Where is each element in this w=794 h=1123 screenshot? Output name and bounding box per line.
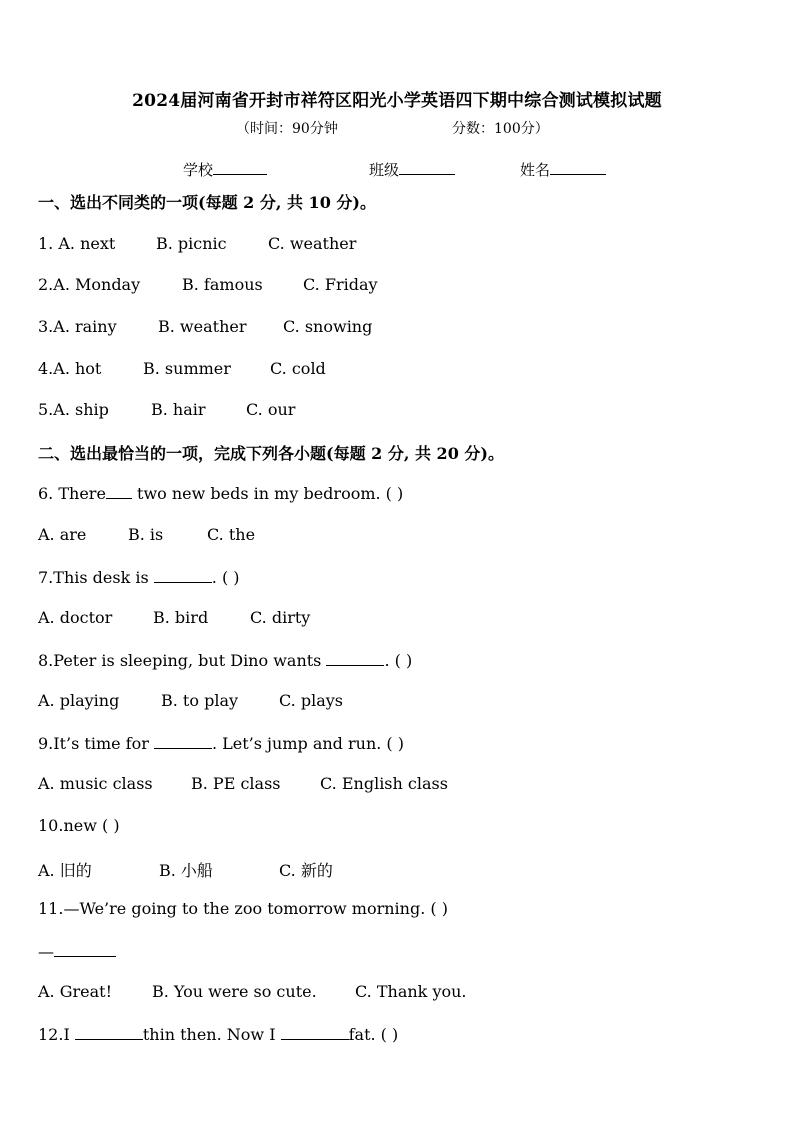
- question-12-blank-2[interactable]: [281, 1024, 349, 1040]
- question-2-option-a: 2.A. Monday: [38, 275, 141, 294]
- question-6-post: two new beds in my bedroom. ( ): [131, 484, 404, 503]
- question-12-blank-1[interactable]: [75, 1024, 143, 1040]
- question-7-option-a: A. doctor: [38, 608, 113, 627]
- school-field: [183, 159, 267, 180]
- question-3-option-c: C. snowing: [283, 317, 373, 336]
- question-11-option-c: C. Thank you.: [355, 982, 467, 1001]
- question-7-option-c: C. dirty: [250, 608, 311, 627]
- question-4-option-c: C. cold: [270, 359, 326, 378]
- question-7-stem: [38, 567, 240, 587]
- question-5-option-b: B. hair: [151, 400, 206, 419]
- question-4-option-a: 4.A. hot: [38, 359, 102, 378]
- question-6-stem: [38, 483, 403, 503]
- section1-heading: 一、选出不同类的一项(每题 2 分, 共 10 分)。: [38, 193, 376, 212]
- question-3-option-a: 3.A. rainy: [38, 317, 117, 336]
- school-label: 学校: [183, 161, 214, 179]
- question-6-option-c: C. the: [207, 525, 256, 544]
- name-blank[interactable]: [550, 159, 606, 175]
- question-9-post: . Let’s jump and run. ( ): [211, 734, 404, 753]
- question-11-stem: 11.—We’re going to the zoo tomorrow morning. ( ): [38, 899, 448, 918]
- question-8-stem: [38, 650, 412, 670]
- question-5-option-c: C. our: [246, 400, 296, 419]
- question-9-option-c: C. English class: [320, 774, 448, 793]
- question-8-post: . ( ): [384, 651, 413, 670]
- question-12-pre: 12.I: [38, 1025, 75, 1044]
- question-7-pre: 7.This desk is: [38, 568, 154, 587]
- question-12-mid: thin then. Now I: [142, 1025, 281, 1044]
- question-8-option-c: C. plays: [279, 691, 343, 710]
- question-9-option-b: B. PE class: [191, 774, 281, 793]
- question-9-stem: [38, 733, 404, 753]
- question-8-blank[interactable]: [326, 650, 384, 666]
- question-7-blank[interactable]: [154, 567, 212, 583]
- class-blank[interactable]: [399, 159, 455, 175]
- question-1-option-a: 1. A. next: [38, 234, 116, 253]
- question-10-option-b: B. 小船: [159, 861, 213, 880]
- exam-score: 分数：100分）: [452, 121, 549, 137]
- question-6-pre: 6. There: [38, 484, 106, 503]
- question-12-stem: [38, 1024, 398, 1044]
- question-11-blank[interactable]: [54, 941, 116, 957]
- question-11-dash: —: [38, 942, 54, 961]
- class-field: [369, 159, 455, 180]
- question-11-option-a: A. Great!: [38, 982, 113, 1001]
- name-field: [520, 159, 606, 180]
- question-10-option-c: C. 新的: [279, 861, 333, 880]
- question-6-blank[interactable]: [106, 483, 132, 499]
- question-10-option-a: A. 旧的: [38, 861, 92, 880]
- question-7-post: . ( ): [211, 568, 240, 587]
- question-2-option-b: B. famous: [182, 275, 263, 294]
- class-label: 班级: [369, 161, 400, 179]
- question-8-pre: 8.Peter is sleeping, but Dino wants: [38, 651, 327, 670]
- question-9-pre: 9.It’s time for: [38, 734, 154, 753]
- question-2-option-c: C. Friday: [303, 275, 378, 294]
- question-8-option-a: A. playing: [38, 691, 120, 710]
- question-12-post: fat. ( ): [348, 1025, 399, 1044]
- question-6-option-a: A. are: [38, 525, 87, 544]
- question-11-response: [38, 941, 116, 961]
- question-3-option-b: B. weather: [158, 317, 247, 336]
- question-8-option-b: B. to play: [161, 691, 239, 710]
- question-1-option-b: B. picnic: [156, 234, 227, 253]
- question-6-option-b: B. is: [128, 525, 164, 544]
- question-1-option-c: C. weather: [268, 234, 357, 253]
- question-9-blank[interactable]: [154, 733, 212, 749]
- question-4-option-b: B. summer: [143, 359, 231, 378]
- page-title: 2024届河南省开封市祥符区阳光小学英语四下期中综合测试模拟试题: [132, 91, 662, 111]
- exam-time: （时间：90分钟: [236, 121, 338, 137]
- question-5-option-a: 5.A. ship: [38, 400, 109, 419]
- question-9-option-a: A. music class: [38, 774, 153, 793]
- section2-heading: 二、选出最恰当的一项，完成下列各小题(每题 2 分, 共 20 分)。: [38, 444, 504, 463]
- school-blank[interactable]: [213, 159, 267, 175]
- question-11-option-b: B. You were so cute.: [152, 982, 317, 1001]
- question-7-option-b: B. bird: [153, 608, 209, 627]
- question-10-stem: 10.new ( ): [38, 816, 120, 835]
- name-label: 姓名: [520, 161, 551, 179]
